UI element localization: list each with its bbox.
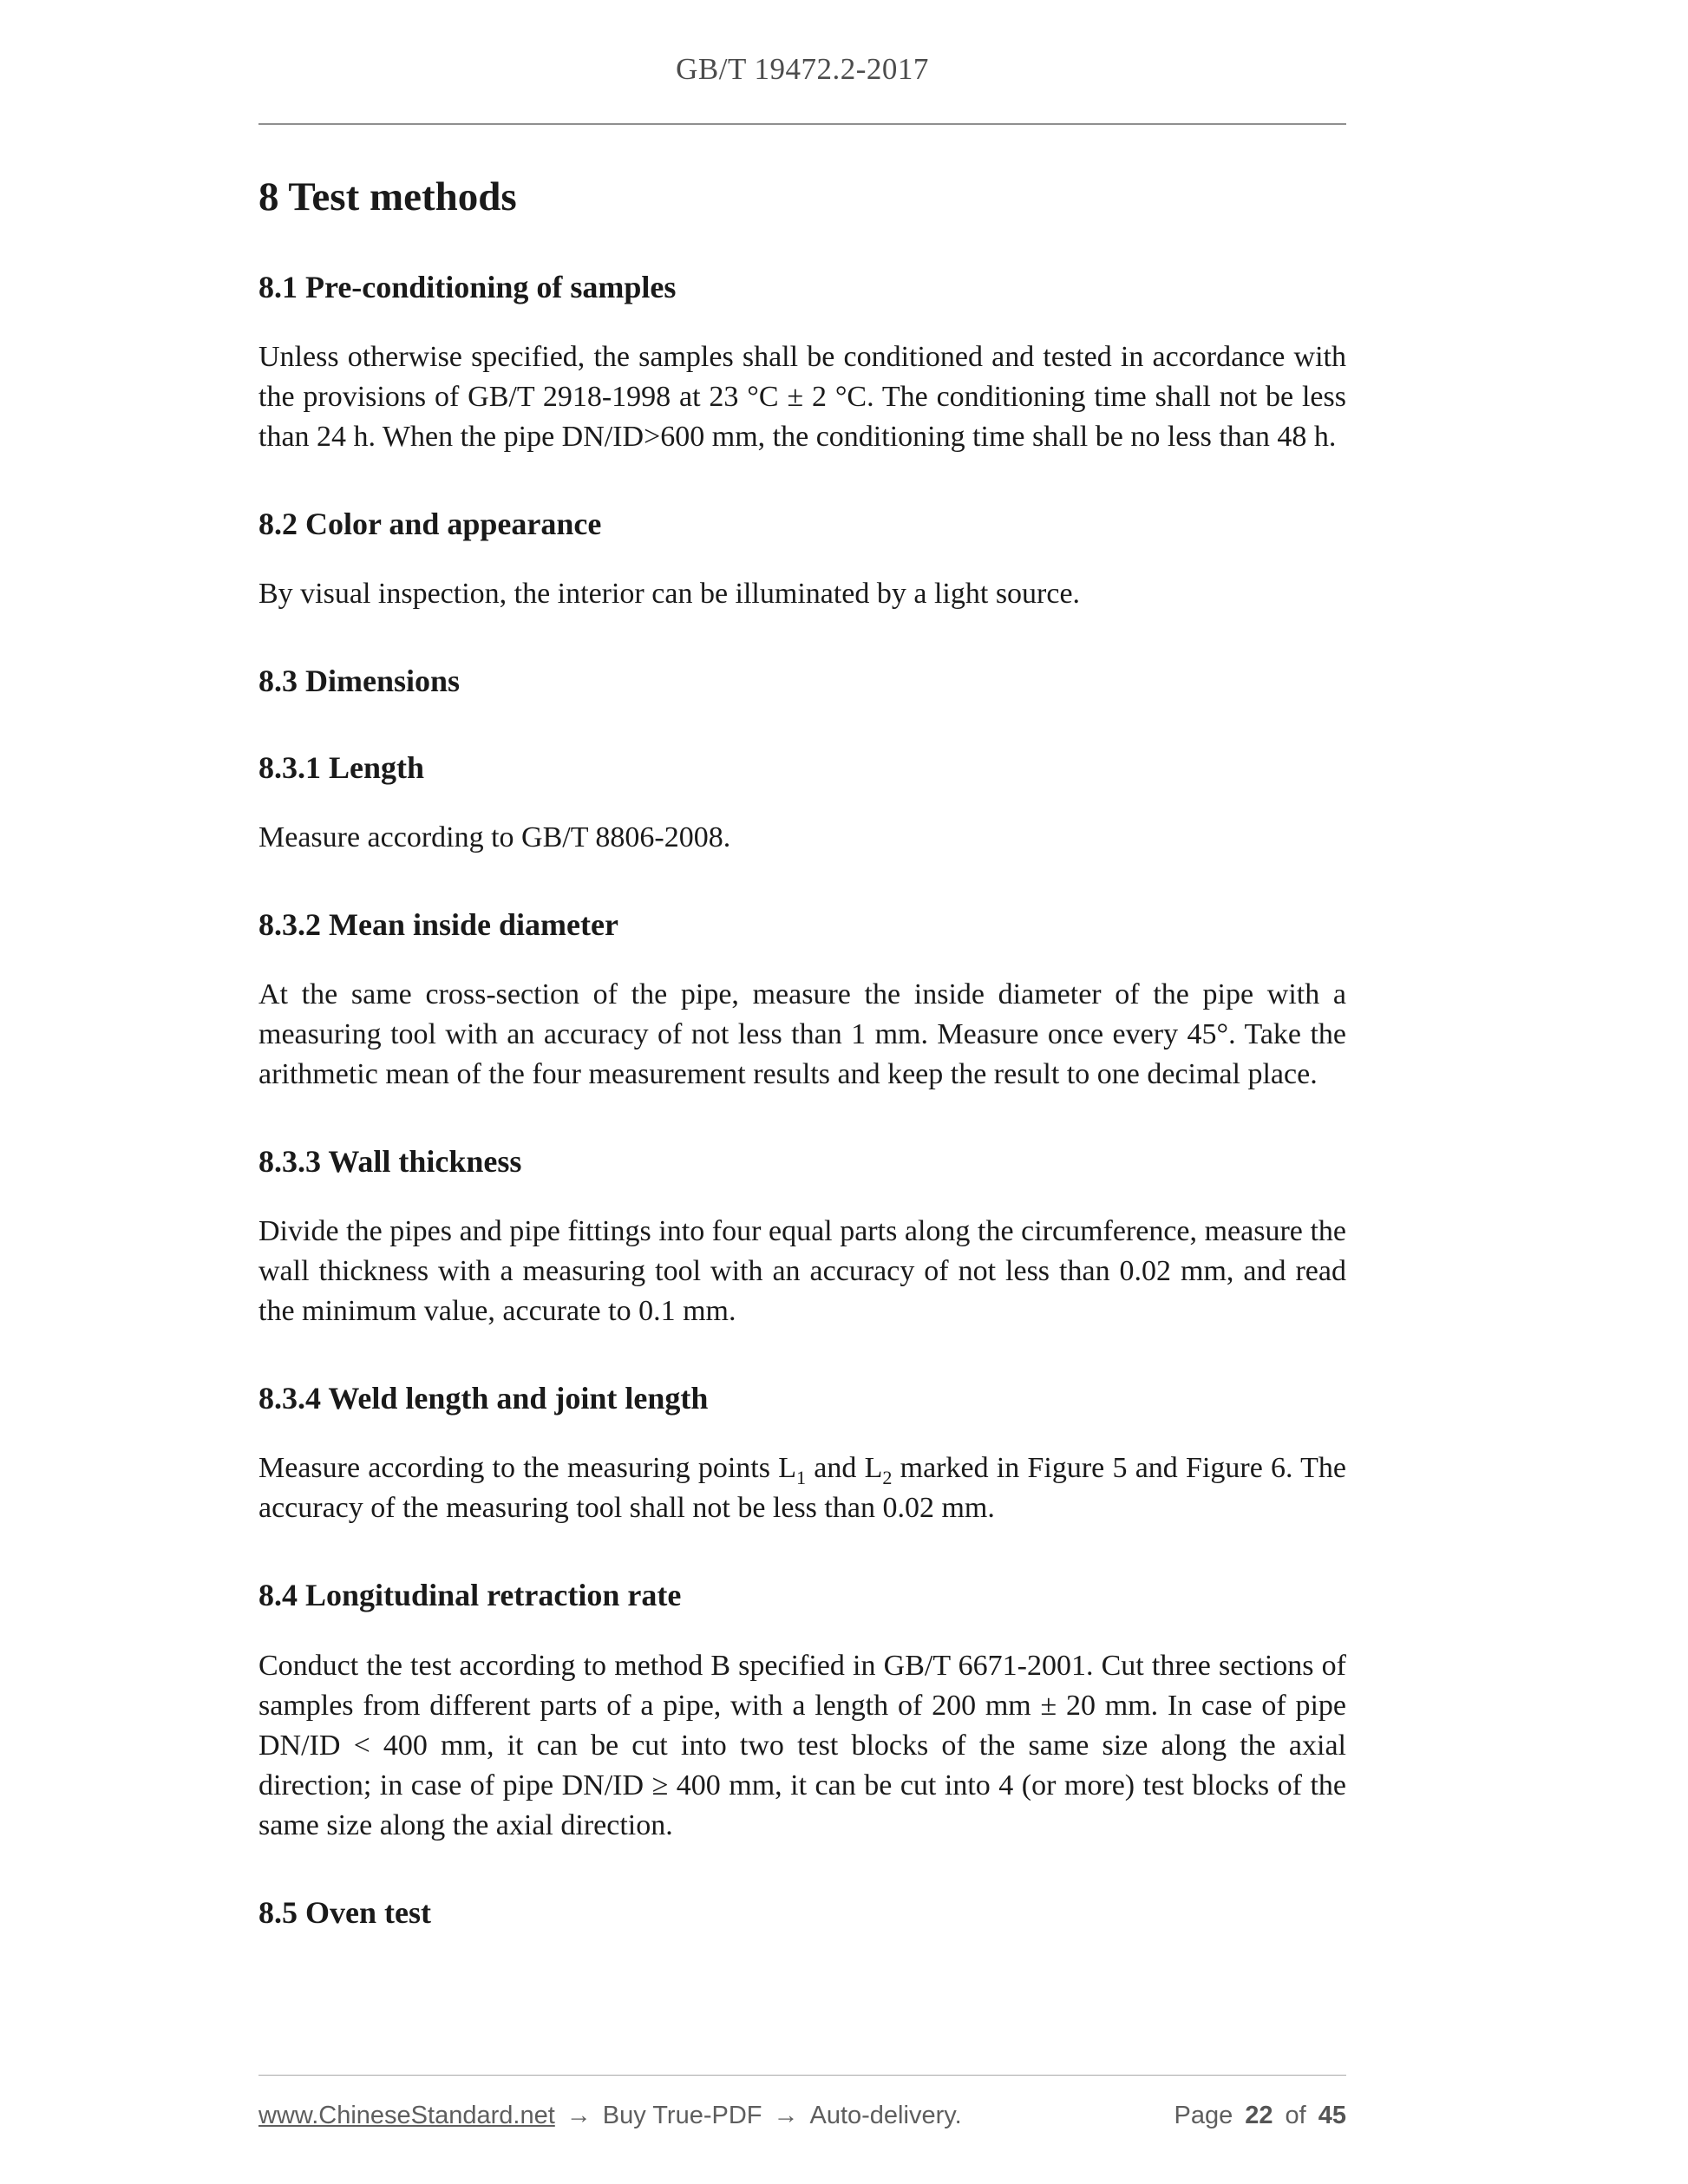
arrow-right-icon: →: [566, 2102, 592, 2129]
paragraph-8-4: Conduct the test according to method B specified in GB/T 6671-2001. Cut three sections of samples from different parts of a pipe, with a length of 200 mm ± 20 mm. In case of pipe DN/ID < 400 mm, it can be cut into two test blocks of the same size along the axial direction; in case of pipe DN/ID ≥ 400 mm, it can be cut into 4 (or more) test blocks of the same size along the axial direction.: [258, 1649, 1346, 1841]
header-rule: [258, 123, 1346, 125]
current-page-number: 22: [1245, 2102, 1273, 2129]
page-indicator: [1174, 2102, 1346, 2130]
paragraph-8-3-4: [258, 1448, 1346, 1528]
paragraph-8-3-3: Divide the pipes and pipe fittings into four equal parts along the circumference, measure the wall thickness with a measuring tool with an accuracy of not less than 0.02 mm, and read the minimum value, accurate to 0.1 mm.: [258, 1215, 1346, 1328]
page-footer: [258, 2075, 1346, 2130]
footer-info: [258, 2102, 962, 2130]
section-heading-8-3: 8.3 Dimensions: [258, 664, 461, 699]
paragraph-8-3-4-text: and L: [806, 1452, 883, 1485]
standard-code: GB/T 19472.2-2017: [676, 52, 929, 86]
section-heading-8-1: 8.1 Pre-conditioning of samples: [258, 270, 677, 305]
section-heading-8-5: 8.5 Oven test: [258, 1894, 431, 1930]
page-label: Page: [1174, 2102, 1233, 2129]
footer-step-delivery: Auto-delivery.: [809, 2102, 962, 2129]
paragraph-8-3-1: Measure according to GB/T 8806-2008.: [258, 821, 731, 853]
of-label: of: [1285, 2102, 1306, 2129]
page-content: [258, 52, 1346, 1932]
subscript-l2: 2: [882, 1467, 893, 1489]
footer-step-buy: Buy True-PDF: [602, 2102, 762, 2129]
section-heading-8-4: 8.4 Longitudinal retraction rate: [258, 1578, 682, 1613]
page-title: 8 Test methods: [258, 174, 517, 219]
subscript-l1: 1: [795, 1467, 807, 1489]
paragraph-8-3-2: At the same cross-section of the pipe, measure the inside diameter of the pipe with a measuring tool with an accuracy of not less than 1 mm. Measure once every 45°. Take the arithmetic mean of the four measurement results and keep the result to one decimal place.: [258, 978, 1346, 1090]
section-heading-8-3-4: 8.3.4 Weld length and joint length: [258, 1381, 709, 1416]
section-heading-8-3-3: 8.3.3 Wall thickness: [258, 1143, 522, 1179]
paragraph-8-3-4-text: marked in Figure 5 and Figure 6. The accuracy of the measuring tool shall not be less than 0.02 mm.: [258, 1452, 1347, 1525]
section-heading-8-3-1: 8.3.1 Length: [258, 749, 425, 785]
paragraph-8-1: Unless otherwise specified, the samples shall be conditioned and tested in accordance with the provisions of GB/T 2918-1998 at 23 °C ± 2 °C. The conditioning time shall not be less than 24 h. When the pipe DN/ID>600 mm, the conditioning time shall be no less than 48 h.: [258, 341, 1346, 454]
section-heading-8-3-2: 8.3.2 Mean inside diameter: [258, 906, 618, 942]
document-header: [258, 52, 1346, 87]
paragraph-8-2: By visual inspection, the interior can be illuminated by a light source.: [258, 578, 1081, 611]
section-heading-8-2: 8.2 Color and appearance: [258, 507, 602, 542]
arrow-right-icon: →: [773, 2102, 799, 2129]
website-link[interactable]: www.ChineseStandard.net: [258, 2102, 555, 2129]
footer-rule: [258, 2075, 1346, 2076]
total-page-number: 45: [1318, 2102, 1346, 2129]
paragraph-8-3-4-text: Measure according to the measuring points L: [258, 1452, 796, 1485]
